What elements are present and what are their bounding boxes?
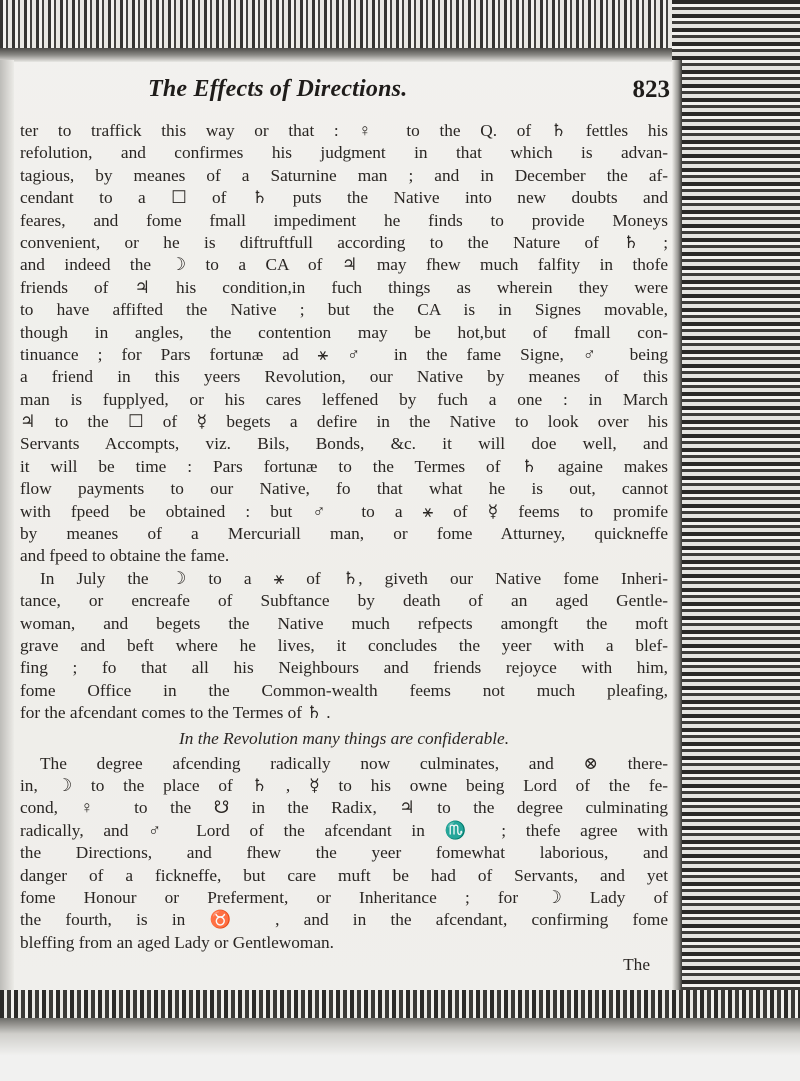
body-text bbox=[20, 120, 668, 976]
text-line: a friend in this yeers Revolution, our Native by meanes of this bbox=[20, 367, 668, 387]
text-line: for the afcendant comes to the Termes of ♄ . bbox=[20, 703, 331, 723]
text-line: grave and beft where he lives, it concludes the yeer with a blef- bbox=[20, 635, 668, 655]
text-line: refolution, and confirmes his judgment in that which is advan- bbox=[20, 143, 668, 163]
running-head: The Effects of Directions. bbox=[148, 76, 408, 102]
left-page-edge bbox=[0, 60, 14, 990]
text-line: the fourth, is in ♉ , and in the afcendant, confirming fome bbox=[20, 910, 668, 930]
text-line: Servants Accompts, viz. Bils, Bonds, &c. it will doe well, and bbox=[20, 434, 668, 454]
text-line: to have affifted the Native ; but the CA is in Signes movable, bbox=[20, 300, 668, 320]
section-heading: In the Revolution many things are confiderable. bbox=[178, 728, 510, 748]
decorative-bottom-border bbox=[0, 990, 800, 1018]
text-line: by meanes of a Mercuriall man, or fome Atturney, quickneffe bbox=[20, 524, 668, 544]
text-line: it will be time : Pars fortunæ to the Termes of ♄ againe makes bbox=[20, 456, 668, 476]
text-line: and indeed the ☽ to a CA of ♃ may fhew much falfity in thofe bbox=[20, 255, 668, 275]
decorative-right-border bbox=[672, 0, 800, 1010]
bottom-margin-fade bbox=[0, 1018, 800, 1081]
text-line: man is fupplyed, or his cares leffened by fuch a one : in March bbox=[20, 389, 668, 409]
text-line: and fpeed to obtaine the fame. bbox=[20, 546, 230, 566]
text-line: feares, and fome fmall impediment he finds to provide Moneys bbox=[20, 210, 668, 230]
text-line: friends of ♃ his condition,in fuch things as wherein they were bbox=[20, 277, 668, 297]
catchword: The bbox=[623, 955, 650, 975]
text-line: woman, and begets the Native much refpects amongft the moft bbox=[20, 613, 668, 633]
text-line: fome Honour or Preferment, or Inheritance ; for ☽ Lady of bbox=[20, 887, 668, 907]
text-line: radically, and ♂ Lord of the afcendant in ♏ ; thefe agree with bbox=[20, 820, 668, 840]
text-line: tinuance ; for Pars fortunæ ad ⚹ ♂ in the fame Signe, ♂ being bbox=[20, 344, 668, 364]
text-line: tance, or encreafe of Subftance by death of an aged Gentle- bbox=[20, 591, 668, 611]
text-line: in, ☽ to the place of ♄ , ☿ to his owne being Lord of the fe- bbox=[20, 775, 668, 795]
text-line: bleffing from an aged Lady or Gentlewoman. bbox=[20, 932, 334, 952]
text-line: cendant to a ☐ of ♄ puts the Native into new doubts and bbox=[20, 188, 668, 208]
text-line: fome Office in the Common-wealth feems not much pleafing, bbox=[20, 680, 668, 700]
text-line: convenient, or he is diftruftfull according to the Nature of ♄ ; bbox=[20, 232, 668, 252]
text-line: tagious, by meanes of a Saturnine man ; and in December the af- bbox=[20, 165, 668, 185]
text-line: the Directions, and fhew the yeer fomewhat laborious, and bbox=[20, 843, 668, 863]
text-line: ter to traffick this way or that : ♀ to the Q. of ♄ fettles his bbox=[20, 121, 668, 140]
text-line: The degree afcending radically now culminates, and ⊗ there- bbox=[40, 753, 668, 773]
text-line: cond, ♀ to the ☋ in the Radix, ♃ to the degree culminating bbox=[20, 798, 668, 818]
text-line: danger of a fickneffe, but care muft be had of Servants, and yet bbox=[20, 865, 668, 885]
text-line: ♃ to the ☐ of ☿ begets a defire in the Native to look over his bbox=[20, 412, 668, 432]
text-line: fing ; fo that all his Neighbours and friends rejoyce with him, bbox=[20, 658, 668, 678]
text-line: though in angles, the contention may be hot,but of fmall con- bbox=[20, 322, 668, 342]
text-line: with fpeed be obtained : but ♂ to a ⚹ of ☿ feems to promife bbox=[20, 501, 668, 521]
page-edge-shadow bbox=[672, 60, 682, 1010]
text-line: flow payments to our Native, fo that what he is out, cannot bbox=[20, 479, 668, 499]
page-number: 823 bbox=[632, 76, 670, 103]
text-line: In July the ☽ to a ⚹ of ♄, giveth our Native fome Inheri- bbox=[40, 568, 668, 588]
